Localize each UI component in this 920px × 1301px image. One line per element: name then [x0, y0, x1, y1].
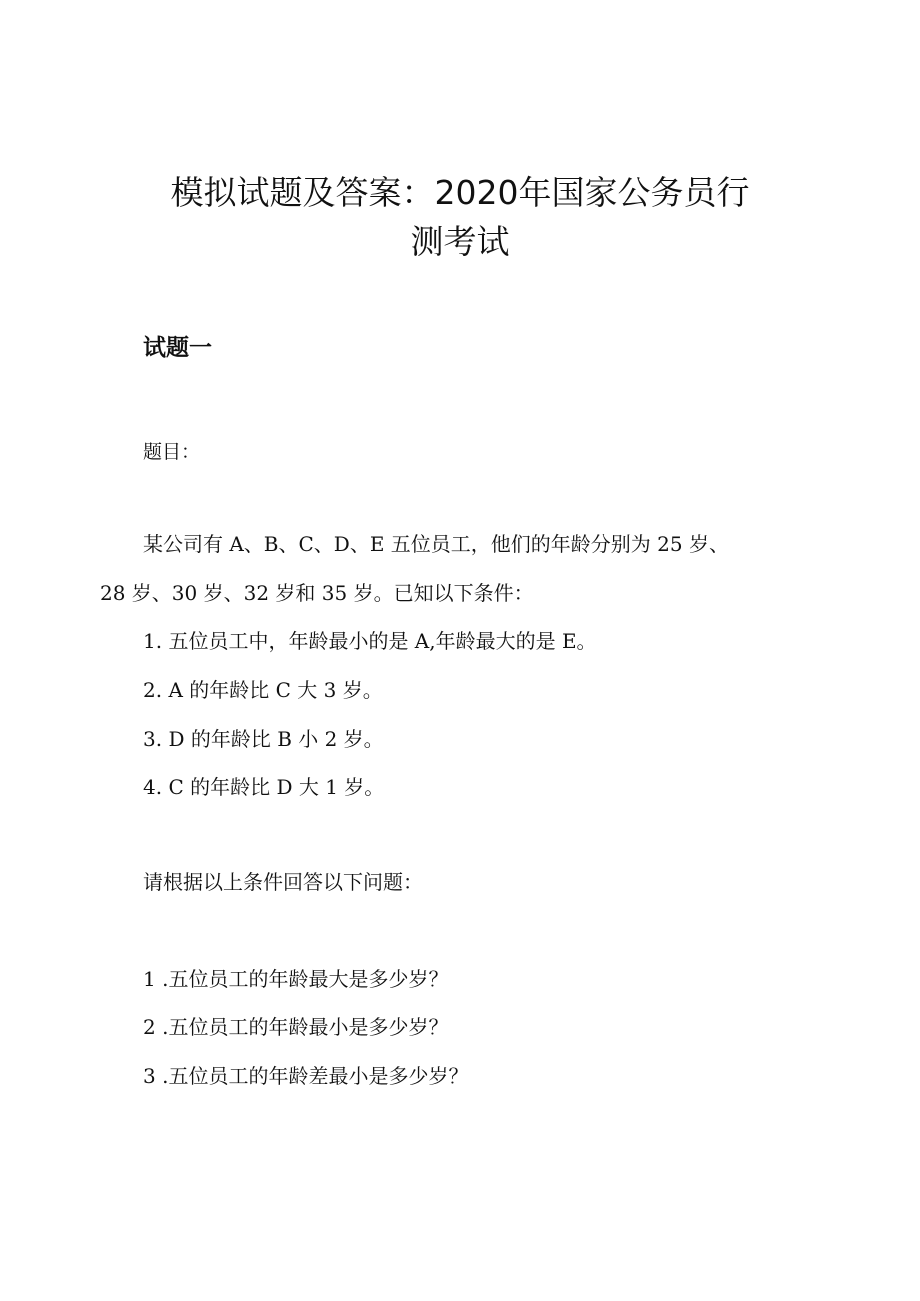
question-label: 题目： — [143, 441, 201, 463]
condition-item: 4. C 的年龄比 D 大 1 岁。 — [143, 775, 385, 799]
question-item: 3 .五位员工的年龄差最小是多少岁？ — [143, 1064, 469, 1088]
condition-item: 2. A 的年龄比 C 大 3 岁。 — [143, 678, 383, 702]
intro-paragraph-line-2: 28 岁、30 岁、32 岁和 35 岁。已知以下条件： — [100, 581, 534, 605]
document-title-line-1: 模拟试题及答案：2020年国家公务员行 — [170, 173, 750, 212]
question-item: 1 .五位员工的年龄最大是多少岁？ — [143, 967, 449, 991]
answer-prompt: 请根据以上条件回答以下问题： — [143, 870, 423, 894]
condition-item: 1. 五位员工中，年龄最小的是 A,年龄最大的是 E。 — [143, 629, 597, 653]
condition-item: 3. D 的年龄比 B 小 2 岁。 — [143, 727, 384, 751]
section-heading: 试题一 — [143, 335, 212, 361]
intro-paragraph-line-1: 某公司有 A、B、C、D、E 五位员工，他们的年龄分别为 25 岁、 — [143, 532, 729, 556]
question-item: 2 .五位员工的年龄最小是多少岁？ — [143, 1015, 449, 1039]
document-title-line-2: 测考试 — [410, 222, 510, 261]
